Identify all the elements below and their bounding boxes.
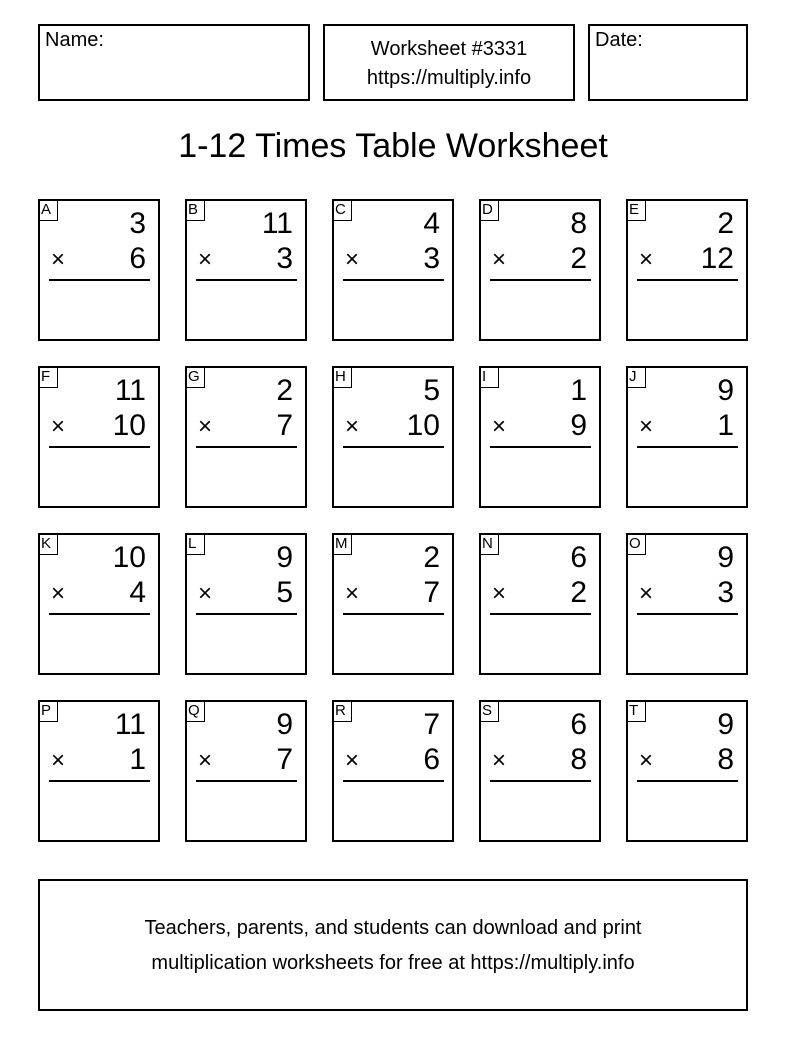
problem-letter: Q	[185, 700, 205, 722]
multiply-sign: ×	[492, 246, 507, 273]
problem-card[interactable]	[626, 700, 748, 842]
problem-grid	[38, 199, 750, 844]
multiplicand: 9	[276, 541, 293, 574]
multiplicand: 10	[112, 541, 146, 574]
multiplicand: 1	[570, 374, 587, 407]
problem-letter: M	[332, 533, 352, 555]
problem-card[interactable]	[332, 366, 454, 508]
multiplicand: 4	[423, 207, 440, 240]
multiplicand: 9	[717, 541, 734, 574]
problem-letter: B	[185, 199, 205, 221]
problem-letter: L	[185, 533, 205, 555]
problem-card[interactable]	[479, 199, 601, 341]
problem-letter: D	[479, 199, 499, 221]
multiplier: 6	[423, 743, 440, 776]
multiplicand: 2	[276, 374, 293, 407]
problem-letter: R	[332, 700, 352, 722]
problem-letter: E	[626, 199, 646, 221]
problem-card[interactable]	[185, 700, 307, 842]
multiplier: 8	[717, 743, 734, 776]
multiplicand: 9	[276, 708, 293, 741]
problem-letter: J	[626, 366, 646, 388]
problem-card[interactable]	[185, 366, 307, 508]
answer-line	[49, 279, 150, 281]
multiply-sign: ×	[639, 580, 654, 607]
footer-line-2: multiplication worksheets for free at https://multiply.info	[151, 952, 635, 974]
answer-line	[196, 613, 297, 615]
problem-letter: I	[479, 366, 499, 388]
multiplier: 2	[570, 576, 587, 609]
multiply-sign: ×	[345, 246, 360, 273]
problem-letter: O	[626, 533, 646, 555]
multiplicand: 11	[261, 207, 293, 240]
multiplier: 5	[276, 576, 293, 609]
problem-card[interactable]	[626, 533, 748, 675]
multiplier: 3	[717, 576, 734, 609]
date-label: Date:	[595, 29, 643, 51]
problem-card[interactable]	[479, 366, 601, 508]
multiply-sign: ×	[492, 747, 507, 774]
answer-line	[490, 613, 591, 615]
footer-line-1: Teachers, parents, and students can download and print	[144, 917, 642, 939]
multiplier: 7	[276, 409, 293, 442]
answer-line	[637, 279, 738, 281]
multiply-sign: ×	[51, 246, 66, 273]
multiply-sign: ×	[345, 413, 360, 440]
multiplicand: 9	[717, 708, 734, 741]
multiplicand: 3	[129, 207, 146, 240]
problem-letter: N	[479, 533, 499, 555]
multiplier: 3	[276, 242, 293, 275]
multiply-sign: ×	[51, 580, 66, 607]
multiplicand: 7	[423, 708, 440, 741]
problem-letter: P	[38, 700, 58, 722]
answer-line	[637, 446, 738, 448]
problem-card[interactable]	[479, 533, 601, 675]
problem-card[interactable]	[332, 700, 454, 842]
answer-line	[490, 780, 591, 782]
problem-card[interactable]	[38, 700, 160, 842]
problem-letter: C	[332, 199, 352, 221]
multiplier: 1	[129, 743, 146, 776]
multiplier: 8	[570, 743, 587, 776]
answer-line	[490, 279, 591, 281]
answer-line	[196, 780, 297, 782]
date-field[interactable]	[588, 24, 748, 101]
multiply-sign: ×	[198, 747, 213, 774]
multiply-sign: ×	[492, 580, 507, 607]
multiplicand: 2	[717, 207, 734, 240]
multiplier: 2	[570, 242, 587, 275]
problem-letter: H	[332, 366, 352, 388]
multiply-sign: ×	[639, 246, 654, 273]
footer-box	[38, 879, 748, 1011]
problem-card[interactable]	[479, 700, 601, 842]
multiply-sign: ×	[198, 246, 213, 273]
problem-letter: G	[185, 366, 205, 388]
multiplicand: 6	[570, 708, 587, 741]
problem-letter: K	[38, 533, 58, 555]
multiplicand: 8	[570, 207, 587, 240]
problem-card[interactable]	[626, 366, 748, 508]
multiply-sign: ×	[345, 747, 360, 774]
multiply-sign: ×	[639, 413, 654, 440]
answer-line	[196, 279, 297, 281]
name-field[interactable]	[38, 24, 310, 101]
problem-card[interactable]	[38, 199, 160, 341]
problem-card[interactable]	[38, 366, 160, 508]
multiplier: 1	[717, 409, 734, 442]
answer-line	[637, 613, 738, 615]
answer-line	[343, 279, 444, 281]
multiplicand: 5	[423, 374, 440, 407]
worksheet-number: Worksheet #3331	[370, 38, 528, 60]
problem-letter: A	[38, 199, 58, 221]
page-title: 1-12 Times Table Worksheet	[178, 127, 608, 165]
answer-line	[49, 613, 150, 615]
problem-card[interactable]	[332, 199, 454, 341]
problem-card[interactable]	[38, 533, 160, 675]
answer-line	[343, 446, 444, 448]
multiply-sign: ×	[345, 580, 360, 607]
answer-line	[49, 446, 150, 448]
worksheet-info-box	[323, 24, 575, 101]
multiplier: 7	[276, 743, 293, 776]
answer-line	[637, 780, 738, 782]
multiplier: 3	[423, 242, 440, 275]
answer-line	[343, 613, 444, 615]
multiply-sign: ×	[51, 413, 66, 440]
problem-card[interactable]	[185, 533, 307, 675]
problem-card[interactable]	[185, 199, 307, 341]
multiplier: 10	[112, 409, 146, 442]
multiply-sign: ×	[198, 580, 213, 607]
multiply-sign: ×	[51, 747, 66, 774]
multiplicand: 9	[717, 374, 734, 407]
multiply-sign: ×	[198, 413, 213, 440]
multiply-sign: ×	[492, 413, 507, 440]
multiply-sign: ×	[639, 747, 654, 774]
multiplier: 4	[129, 576, 146, 609]
answer-line	[196, 446, 297, 448]
multiplier: 10	[406, 409, 440, 442]
problem-letter: T	[626, 700, 646, 722]
multiplicand: 11	[114, 374, 146, 407]
worksheet-url[interactable]: https://multiply.info	[366, 67, 532, 89]
answer-line	[490, 446, 591, 448]
multiplier: 6	[129, 242, 146, 275]
problem-card[interactable]	[332, 533, 454, 675]
multiplier: 7	[423, 576, 440, 609]
multiplier: 9	[570, 409, 587, 442]
problem-card[interactable]	[626, 199, 748, 341]
problem-letter: F	[38, 366, 58, 388]
answer-line	[49, 780, 150, 782]
answer-line	[343, 780, 444, 782]
name-label: Name:	[45, 29, 104, 51]
multiplier: 12	[700, 242, 734, 275]
problem-letter: S	[479, 700, 499, 722]
multiplicand: 11	[114, 708, 146, 741]
multiplicand: 6	[570, 541, 587, 574]
multiplicand: 2	[423, 541, 440, 574]
